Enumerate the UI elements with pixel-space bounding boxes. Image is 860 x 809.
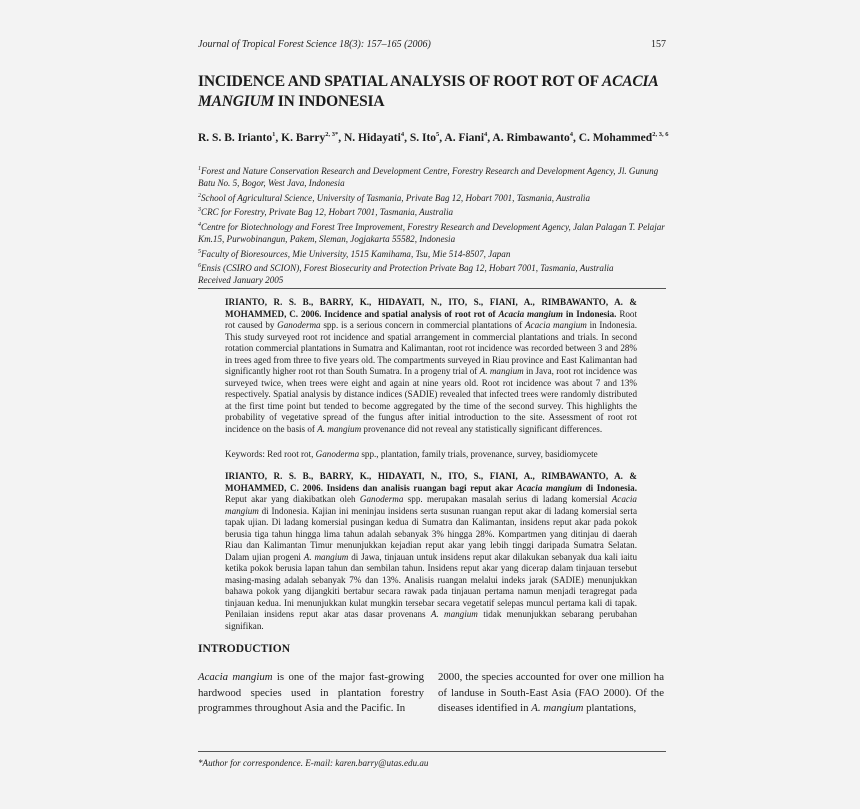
received-date: Received January 2005 — [198, 275, 284, 285]
author-affil-mark: 4 — [569, 131, 573, 138]
author: A. Fiani — [444, 131, 485, 144]
affiliation — [198, 260, 666, 274]
author: S. Ito — [409, 131, 437, 144]
title-part1: INCIDENCE AND SPATIAL ANALYSIS OF ROOT ROT OF — [198, 73, 602, 90]
intro-column-right: 2000, the species accounted for over one million ha of landuse in South-East Asia (FAO 2000). Of the diseases identified in A. mangium plantations, — [438, 671, 664, 714]
affiliation — [198, 219, 666, 246]
correspondence-footnote: *Author for correspondence. E-mail: karen.barry@utas.edu.au — [198, 758, 429, 768]
affil-mark: 5 — [198, 248, 201, 255]
author: N. Hidayati — [343, 131, 401, 144]
affiliations — [198, 163, 666, 274]
divider — [198, 288, 666, 289]
author: A. Rimbawanto — [492, 131, 570, 144]
title-part2: IN INDONESIA — [274, 93, 385, 110]
footnote-divider — [198, 751, 666, 752]
affiliation — [198, 190, 666, 204]
affil-text: Forest and Nature Conservation Research and Development Centre, Forestry Research and Development Agency, Jl. Gunung Batu No. 5, Bogor, West Java, Indonesia — [198, 166, 659, 189]
affiliation — [198, 246, 666, 260]
abstract-citation: IRIANTO, R. S. B., BARRY, K., HIDAYATI, N., ITO, S., FIANI, A., RIMBAWANTO, A. & MOHAMMED, C. 2006. Insidens dan analisis ruangan bagi reput akar Acacia mangium di Indonesia. — [225, 471, 637, 493]
author-affil-mark: 2, 3* — [325, 131, 339, 138]
author: K. Barry — [281, 131, 326, 144]
author-affil-mark: 2, 3, 6 — [652, 131, 669, 138]
affil-mark: 4 — [198, 221, 201, 228]
abstract-english: IRIANTO, R. S. B., BARRY, K., HIDAYATI, N., ITO, S., FIANI, A., RIMBAWANTO, A. & MOHAMMED, C. 2006. Incidence and spatial analysis of root rot of Acacia mangium in Indonesia. Root rot caused by Ganoderma spp. is a serious concern in commercial plantations of Acacia mangium in Indonesia. This study surveyed root rot incidence and spatial arrangement in commercial plantations and trials. In second rotation commercial plantations in Sumatra and Kalimantan, root rot incidence was recorded between 3 and 28% in trees aged from three to five years old. The compartments surveyed in Riau province and East Kalimantan had significantly higher root rot than South Sumatra. In a progeny trial of A. mangium in Java, root rot incidence was surveyed twice, when trees were eight and again at nine years old. Root rot incidence was about 7 and 13% respectively. Spatial analysis by distance indices (SADIE) revealed that infected trees were randomly distributed at the first time point but tended to become aggregated by the time of the second survey. This highlights the probability of vegetative spread of the fungus after initial introduction to the site. Assessment of root rot incidence on the basis of A. mangium provenance did not reveal any statistically significant differences. — [225, 297, 638, 434]
author-affil-mark: 5 — [436, 131, 440, 138]
affil-mark: 1 — [198, 166, 201, 172]
running-head — [198, 39, 666, 50]
journal-citation: Journal of Tropical Forest Science 18(3): 157–165 (2006) — [198, 39, 431, 50]
author: C. Mohammed — [578, 131, 653, 144]
abstract-citation: IRIANTO, R. S. B., BARRY, K., HIDAYATI, N., ITO, S., FIANI, A., RIMBAWANTO, A. & MOHAMMED, C. 2006. Incidence and spatial analysis of root rot of Acacia mangium in Indonesia. — [225, 297, 637, 319]
affil-mark: 3 — [198, 207, 201, 214]
article-title — [198, 72, 668, 112]
intro-column-left: Acacia mangium is one of the major fast-growing hardwood species used in plantation forestry programmes throughout Asia and the Pacific. In — [198, 671, 424, 714]
page-number: 157 — [651, 39, 666, 50]
author-affil-mark: 4 — [400, 131, 405, 138]
affil-text: Centre for Biotechnology and Forest Tree Improvement, Forestry Research and Development Agency, Jalan Palagan T. Pelajar Km.15, Purwobinangun, Pakem, Sleman, Jogjakarta 55582, Indonesia — [198, 221, 665, 245]
affil-text: CRC for Forestry, Private Bag 12, Hobart 7001, Tasmania, Australia — [201, 207, 454, 218]
author-affil-mark: 1 — [272, 131, 276, 138]
author-list: R. S. B. Irianto$^1$, K. Barry$^{2, 3*}$, N. Hidayati$^4$, S. Ito$^5$, A. Fiani$^4$, A. Rimbawanto$^4$, C. Mohammed$^{2, 3, 6}$ — [198, 131, 669, 144]
affil-mark: 2 — [198, 192, 201, 199]
affil-text: School of Agricultural Science, University of Tasmania, Private Bag 12, Hobart 7001, Tasmania, Australia — [201, 192, 591, 203]
affil-mark: 6 — [198, 263, 201, 269]
affil-text: Faculty of Bioresources, Mie University, 1515 Kamihama, Tsu, Mie 514-8507, Japan — [201, 248, 511, 259]
section-heading: INTRODUCTION — [198, 643, 291, 655]
abstract-malay: IRIANTO, R. S. B., BARRY, K., HIDAYATI, N., ITO, S., FIANI, A., RIMBAWANTO, A. & MOHAMMED, C. 2006. Insidens dan analisis ruangan bagi reput akar Acacia mangium di Indonesia. Reput akar yang diakibatkan oleh Ganoderma spp. merupakan masalah serius di ladang komersial Acacia mangium di Indonesia. Kajian ini meninjau insidens serta susunan ruangan reput akar di ladang komersial serta tapak ujian. Di ladang komersial pusingan kedua di Sumatra dan Kalimantan, insidens reput akar pada pokok berusia tiga tahun hingga lima tahun adalah sebanyak 3% hingga 28%. Kompartmen yang ditinjau di daerah Riau dan Kalimantan Timur menunjukkan kejadian reput akar yang lebih tinggi daripada Sumatra Selatan. Dalam ujian progeni A. mangium di Jawa, tinjauan untuk insidens reput akar dilakukan sebanyak dua kali iaitu ketika pokok berusia lapan tahun dan sembilan tahun. Insidens reput akar yang dicerap dalam tinjauan tersebut masing-masing adalah sebanyak 7% dan 13%. Analisis ruangan melalui indeks jarak (SADIE) menunjukkan bahawa pokok yang dijangkiti bertabur secara rawak pada tinjauan pertama namun menjadi teragregat pada tinjauan kedua. Ini menunjukkan kulat mungkin tersebar secara vegetatif selepas muncul pertama kali di tapak. Penilaian insidens reput akar atas dasar provenans A. mangium tidak menunjukkan sebarang perubahan signifikan. — [225, 471, 638, 631]
affil-text: Ensis (CSIRO and SCION), Forest Biosecurity and Protection Private Bag 12, Hobart 7001, Tasmania, Australia — [201, 263, 614, 274]
title-species: ACACIA MANGIUM — [198, 73, 658, 110]
author: R. S. B. Irianto — [198, 131, 273, 144]
affiliation — [198, 163, 666, 190]
keywords: Keywords: Red root rot, Ganoderma spp., plantation, family trials, provenance, survey, basidiomycete — [225, 449, 598, 459]
affiliation — [198, 204, 666, 218]
author-affil-mark: 4 — [484, 131, 488, 138]
